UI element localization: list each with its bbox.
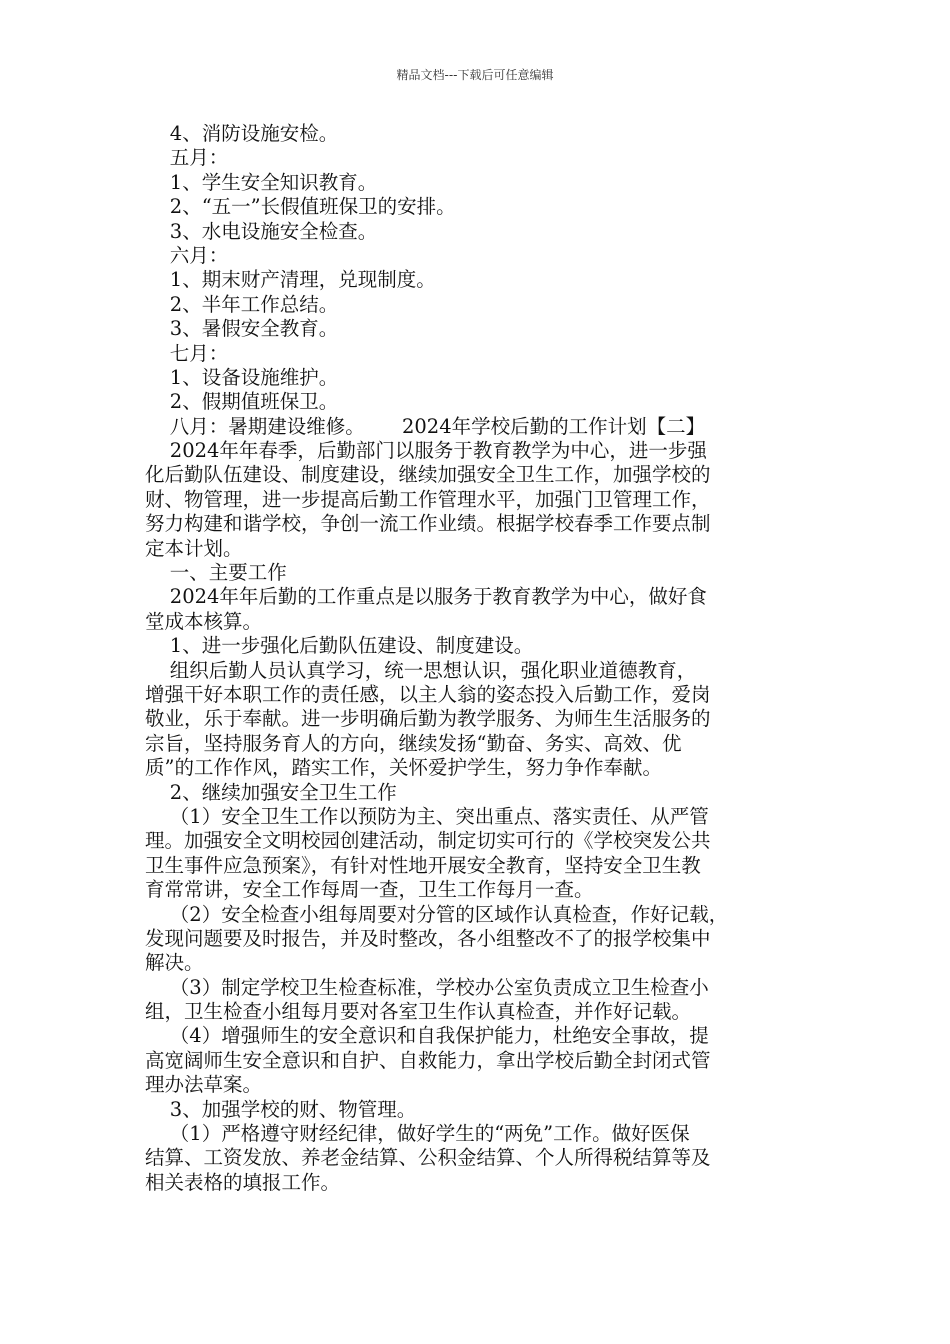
text-line: 3、暑假安全教育。 (145, 317, 339, 341)
text-line: 八月：暑期建设维修。 2024年学校后勤的工作计划【二】 (145, 414, 706, 438)
text-line: 2、“五一”长假值班保卫的安排。 (145, 195, 456, 219)
text-line: 2024年年春季，后勤部门以服务于教育教学为中心，进一步强 (145, 439, 707, 463)
text-line: 宗旨，坚持服务育人的方向，继续发扬“勤奋、务实、高效、优 (145, 731, 682, 755)
text-line: 堂成本核算。 (145, 609, 263, 633)
text-line: 敬业，乐于奉献。进一步明确后勤为教学服务、为师生生活服务的 (145, 707, 711, 731)
text-line: 一、主要工作 (145, 561, 287, 585)
text-line: 1、设备设施维护。 (145, 365, 339, 389)
text-line: （3）制定学校卫生检查标准，学校办公室负责成立卫生检查小 (145, 975, 709, 999)
text-line: 组，卫生检查小组每月要对各室卫生作认真检查，并作好记载。 (145, 1000, 692, 1024)
text-line: 育常常讲，安全工作每周一查，卫生工作每月一查。 (145, 878, 594, 902)
text-line: 解决。 (145, 951, 204, 975)
text-line: 卫生事件应急预案》，有针对性地开展安全教育，坚持安全卫生教 (145, 853, 701, 877)
text-line: 1、期末财产清理，兑现制度。 (145, 268, 436, 292)
text-line: 3、加强学校的财、物管理。 (145, 1097, 417, 1121)
text-line: 七月： (145, 341, 229, 365)
text-line: 财、物管理，进一步提高后勤工作管理水平，加强门卫管理工作， (145, 487, 711, 511)
text-line: 2、半年工作总结。 (145, 292, 339, 316)
text-line: 定本计划。 (145, 536, 243, 560)
text-line: （1）严格遵守财经纪律，做好学生的“两免”工作。做好医保 (145, 1122, 690, 1146)
text-line: 化后勤队伍建设、制度建设，继续加强安全卫生工作，加强学校的 (145, 463, 711, 487)
text-line: 发现问题要及时报告，并及时整改，各小组整改不了的报学校集中 (145, 926, 711, 950)
text-line: （4）增强师生的安全意识和自我保护能力，杜绝安全事故，提 (145, 1024, 709, 1048)
text-line: 2、假期值班保卫。 (145, 390, 339, 414)
text-line: 1、进一步强化后勤队伍建设、制度建设。 (145, 634, 534, 658)
text-line: 1、学生安全知识教育。 (145, 170, 378, 194)
text-line: 2、继续加强安全卫生工作 (145, 780, 397, 804)
text-line: 结算、工资发放、养老金结算、公积金结算、个人所得税结算等及 (145, 1146, 711, 1170)
text-line: 2024年年后勤的工作重点是以服务于教育教学为中心，做好食 (145, 585, 707, 609)
text-line: 理。加强安全文明校园创建活动，制定切实可行的《学校突发公共 (145, 829, 711, 853)
page-header: 精品文档---下载后可任意编辑 (396, 68, 554, 82)
text-line: 理办法草案。 (145, 1073, 263, 1097)
text-line: 4、消防设施安检。 (145, 122, 339, 145)
text-line: 增强干好本职工作的责任感，以主人翁的姿态投入后勤工作，爱岗 (145, 682, 711, 706)
text-line: （1）安全卫生工作以预防为主、突出重点、落实责任、从严管 (145, 804, 709, 828)
text-line: 组织后勤人员认真学习，统一思想认识，强化职业道德教育， (145, 658, 697, 682)
text-line: 努力构建和谐学校，争创一流工作业绩。根据学校春季工作要点制 (145, 512, 711, 536)
text-line: 相关表格的填报工作。 (145, 1170, 341, 1194)
text-line: 3、水电设施安全检查。 (145, 219, 378, 243)
text-line: 六月： (145, 243, 229, 267)
text-line: 质”的工作作风，踏实工作，关怀爱护学生，努力争作奉献。 (145, 756, 662, 780)
text-line: 高宽阔师生安全意识和自护、自救能力，拿出学校后勤全封闭式管 (145, 1048, 711, 1072)
document-body (145, 122, 821, 1195)
text-line: 五月： (145, 146, 229, 170)
text-line: （2）安全检查小组每周要对分管的区域作认真检查，作好记载， (145, 902, 729, 926)
